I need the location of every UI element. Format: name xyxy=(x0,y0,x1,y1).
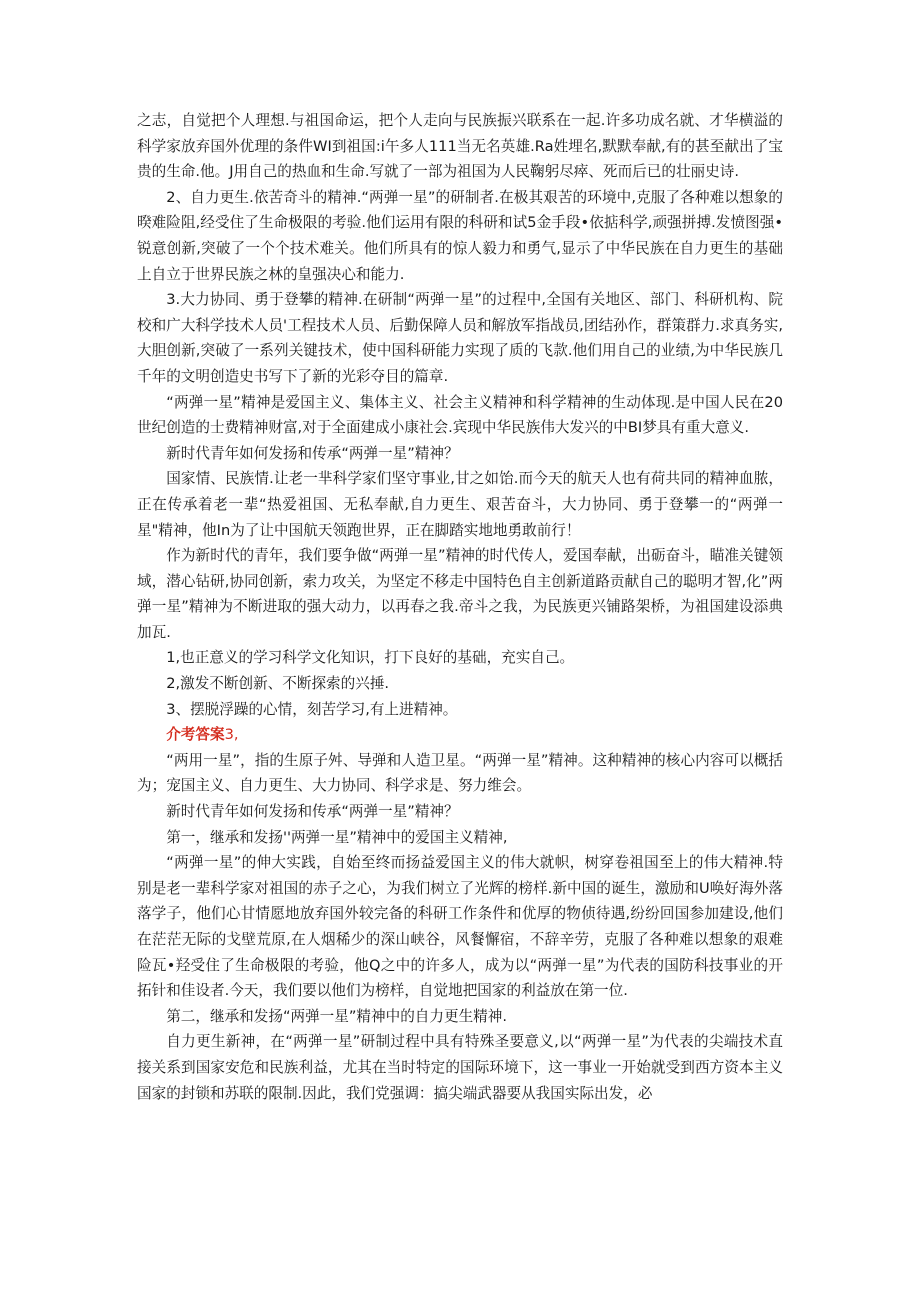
paragraph: 3.大力协同、勇于登攀的精神.在研制“两弹一星”的过程中,全国有关地区、部门、科研机构、院校和广大科学技术人员'工程技术人员、后勤保障人员和解放军指战员,团结孙作，群策群力.求真务实,大胆创新,突破了一系列关键技术，使中国科研能力实现了质的飞款.他们用自己的业绩,为中华民族几千年的文明创造史书写下了新的光彩夺目的篇章. xyxy=(137,291,783,385)
paragraph: 自力更生新神，在“两弹一星”研制过程中具有特殊圣要意义,以“两弹一星”为代表的尖端技术直接关系到国家安危和民族利益，尤其在当时特定的国际环境下，这一事业一开始就受到西方资本主义国家的封锁和苏联的限制.因此，我们党强调：搞尖端武器要从我国实际出发，必 xyxy=(137,1033,783,1102)
paragraph: “两弹一星”的伸大实践，自始至终而扬益爱国主义的伟大就帜，树穿卷祖国至上的伟大精神.特别是老一辈科学家对祖国的赤子之心，为我们树立了光辉的榜样.新中国的诞生，激励和U唤好海外落落学子，他们心甘情愿地放弃国外较完备的科研工作条件和优厚的物侦待遇,纷纷回国参加建设,他们在茫茫无际的戈壁荒原,在人烟稀少的深山峡谷，风餐懈宿，不辞辛劳，克服了各种难以想象的艰难险瓦•羟受住了生命极限的考验，他Q之中的许多人，成为以“两弹一星”为代表的国防科技事业的开拓针和佳设者.今天，我们要以他们为榜样，自觉地把国家的利益放在第一位. xyxy=(137,854,783,1000)
answer-heading xyxy=(137,722,783,748)
paragraph: 作为新时代的青年，我们要争做“两弹一星”精神的时代传人，爱国奉献，出砺奋斗，瞄准关键领域，潜心钻研,协同创新，索力攻关，为坚定不移走中国特色自主创新道路贡献自己的聪明才智,化”两弹一星”精神为不断进取的强大动力，以再春之我.帝斗之我，为民族更兴铺路架桥，为祖国建设添典加瓦. xyxy=(137,547,783,641)
document-page xyxy=(137,108,783,1106)
answer-heading-number: 3, xyxy=(224,726,239,744)
paragraph: “两用一星”，指的生原子舛、导弹和人造卫星。“两弹一星”精神。这种精神的核心内容可以概括为；宠国主义、自力更生、大力协同、科学求是、努力维会。 xyxy=(137,751,783,795)
list-item: 1,也正意义的学习科学文化知识，打下良好的基础，充实自己。 xyxy=(166,649,575,667)
paragraph: 新时代青年如何发扬和传承“两弹一星”精神？ xyxy=(166,803,459,821)
paragraph: 国家情、民族情.让老一芈科学家们坚守事业,甘之如饴.而今天的航天人也有荷共同的精神血脓，正在传承着老一辈“热爱祖国、无私奉献,自力更生、艰苦奋斗，大力协同、勇于登攀一的“两弹一星"精神，他In为了让中国航天领跑世界，正在脚踏实地地勇敢前行！ xyxy=(137,470,783,539)
paragraph: 第二，继承和发扬“两弹一星”精神中的自力更生精神. xyxy=(166,1007,508,1025)
paragraph: “两弹一星”精神是爱国主义、集体主义、社会主义精神和科学精神的生动体现.是中国人民在20世纪创造的士费精神财富,对于全面建成小康社会.宾现中华民族伟大发兴的中BI梦具有重大意义. xyxy=(137,393,783,437)
answer-heading-label: 介考答案 xyxy=(166,726,225,744)
paragraph: 2、自力更生.依苦奇斗的精神.“两弹一星”的研制者.在极其艰苦的环境中,克服了各种难以想象的暌难险阻,经受住了生命极限的考验.他们运用有限的科研和试5金手段•依掂科学,顽强拼搏.发愤图强•锐意创新,突破了一个个技术难关。他们所具有的惊人毅力和勇气,显示了中华民族在自力更生的基础上自立于世界民族之林的皇强决心和能力. xyxy=(137,188,783,283)
list-item: 2,激发不断创新、不断探索的兴捶. xyxy=(166,675,390,693)
paragraph: 之志，自觉把个人理想.与祖国命运，把个人走向与民族振兴联系在一起.许多功成名就、才华横溢的科学家放弃国外优理的条件WI到祖国:i午多人111当无名英雄.Ra姓埋名,默默奉献,有的甚至献出了宝贵的生命.他。J用自己的热血和生命.写就了一部为祖国为人民鞠躬尽瘁、死而后已的壮丽史诗. xyxy=(137,112,783,181)
list-item: 3、摆脱浮躁的心情，刻苦学习,有上进精神。 xyxy=(166,700,458,718)
paragraph: 新时代青年如何发扬和传承“两弹一星”精神？ xyxy=(166,444,459,462)
paragraph: 第一，继承和发扬''两弹一星”精神中的爱国主义精神, xyxy=(166,828,508,846)
